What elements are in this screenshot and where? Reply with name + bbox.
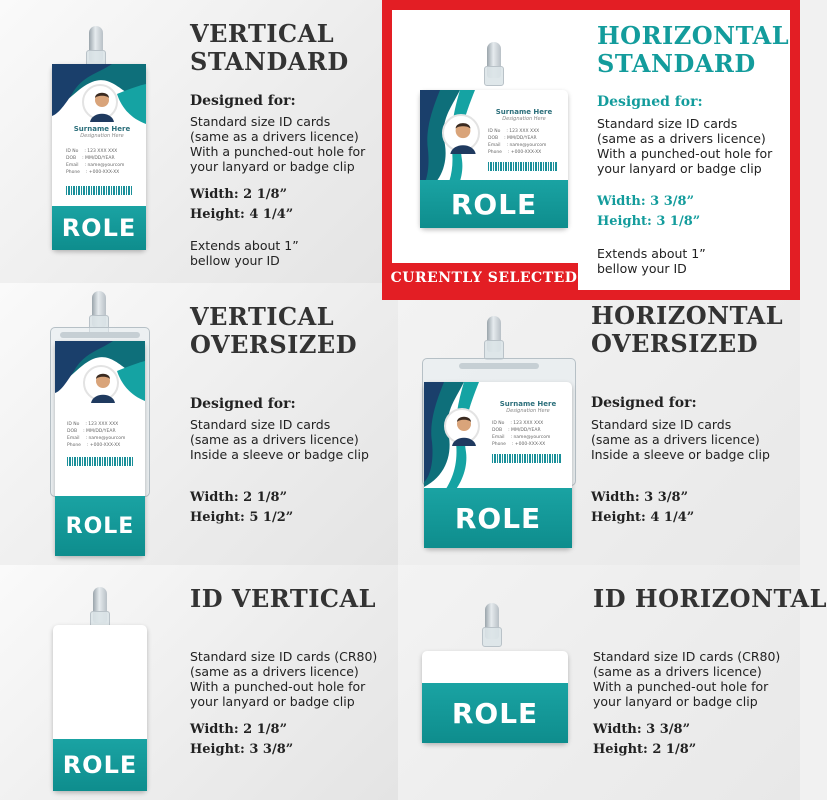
card-fields (492, 420, 550, 448)
field-label: Email (67, 436, 80, 441)
extends-note (597, 246, 706, 276)
field-value: : 123 XXX XXX (84, 149, 118, 154)
title-line: ID HORIZONTAL (593, 584, 827, 613)
desc-line: your lanyard or badge clip (593, 694, 758, 709)
desc-line: (same as a drivers licence) (190, 664, 359, 679)
height-value: Height: 3 1/8” (597, 214, 701, 229)
field-value: : +000-XXX-XX (86, 443, 121, 448)
desc-line: (same as a drivers licence) (591, 432, 760, 447)
option-description (190, 649, 377, 709)
field-value: : MM/DD/YEAR (83, 429, 116, 434)
field-label: DOB (66, 156, 77, 161)
field-value: : +000-XXX-XX (507, 150, 542, 155)
field-value: : 123 XXX XXX (85, 422, 119, 427)
extends-line: bellow your ID (597, 261, 687, 276)
dimensions (597, 192, 700, 232)
role-band: ROLE (55, 496, 145, 556)
dimensions (190, 720, 293, 760)
dimensions (593, 720, 696, 760)
option-horizontal-oversized[interactable] (398, 300, 800, 565)
avatar (442, 114, 480, 152)
field-value: : +000-XXX-XX (511, 442, 546, 447)
desc-line: Standard size ID cards (190, 114, 331, 129)
width-value: Width: 3 3/8” (593, 722, 691, 737)
desc-line: With a punched-out hole for (190, 679, 366, 694)
desc-line: With a punched-out hole for (190, 144, 366, 159)
desc-line: (same as a drivers licence) (190, 129, 359, 144)
card-designation: Designation Here (80, 133, 124, 139)
option-vertical-standard[interactable] (0, 0, 390, 283)
card-designation: Designation Here (502, 116, 546, 122)
desc-line: Standard size ID cards (CR80) (593, 649, 781, 664)
field-value: : name@yourcom (85, 436, 126, 441)
field-label: ID No (66, 149, 79, 154)
role-band: ROLE (52, 206, 146, 250)
desc-line: Standard size ID cards (591, 417, 732, 432)
field-label: Email (66, 163, 79, 168)
badge-clip-icon (484, 42, 504, 86)
field-label: Phone (67, 443, 81, 448)
option-title (591, 302, 783, 358)
field-label: ID No (492, 421, 505, 426)
card-name: Surname Here (73, 125, 131, 133)
option-title (593, 585, 827, 613)
card-fields (66, 148, 124, 176)
option-title (190, 20, 349, 76)
id-card-preview (424, 382, 572, 548)
field-label: Phone (492, 442, 506, 447)
extends-note (190, 238, 299, 268)
option-title (597, 22, 789, 78)
card-fields (488, 128, 546, 156)
extends-line: bellow your ID (190, 253, 280, 268)
barcode (492, 454, 562, 463)
designed-for-label: Designed for: (591, 395, 697, 411)
avatar (82, 84, 118, 120)
width-value: Width: 2 1/8” (190, 722, 288, 737)
width-value: Width: 2 1/8” (190, 490, 288, 505)
option-description (597, 116, 772, 176)
field-label: ID No (488, 129, 501, 134)
id-card-preview (52, 64, 146, 250)
field-value: : MM/DD/YEAR (504, 136, 537, 141)
field-label: Phone (488, 150, 502, 155)
field-label: ID No (67, 422, 80, 427)
designed-for-label: Designed for: (190, 396, 296, 412)
id-card-preview (55, 341, 145, 556)
title-line: VERTICAL (190, 302, 335, 331)
extends-line: Extends about 1” (597, 246, 706, 261)
height-value: Height: 4 1/4” (190, 207, 294, 222)
desc-line: your lanyard or badge clip (190, 159, 355, 174)
role-band: ROLE (53, 739, 147, 791)
field-value: : +000-XXX-XX (85, 170, 120, 175)
role-band: ROLE (424, 488, 572, 548)
field-label: DOB (488, 136, 499, 141)
option-id-horizontal[interactable] (398, 565, 827, 800)
avatar (83, 365, 119, 401)
height-value: Height: 4 1/4” (591, 510, 695, 525)
desc-line: (same as a drivers licence) (597, 131, 766, 146)
option-description (190, 417, 369, 462)
title-line: HORIZONTAL (597, 21, 790, 50)
option-vertical-oversized[interactable] (0, 283, 398, 565)
card-fields (67, 421, 125, 449)
title-line: VERTICAL (190, 19, 335, 48)
desc-line: Standard size ID cards (190, 417, 331, 432)
height-value: Height: 3 3/8” (190, 742, 294, 757)
option-horizontal-standard[interactable] (382, 0, 800, 300)
designed-for-label: Designed for: (597, 94, 703, 110)
option-id-vertical[interactable] (0, 565, 398, 800)
barcode (488, 162, 558, 171)
field-value: : MM/DD/YEAR (508, 428, 541, 433)
desc-line: With a punched-out hole for (597, 146, 773, 161)
option-description (591, 417, 770, 462)
id-card-preview (422, 651, 568, 743)
avatar (444, 408, 480, 444)
height-value: Height: 5 1/2” (190, 510, 294, 525)
dimensions (591, 488, 694, 528)
desc-line: Standard size ID cards (597, 116, 738, 131)
title-line: STANDARD (597, 49, 756, 78)
desc-line: Inside a sleeve or badge clip (591, 447, 770, 462)
dimensions (190, 488, 293, 528)
dimensions (190, 185, 293, 225)
field-label: Phone (66, 170, 80, 175)
field-value: : 123 XXX XXX (506, 129, 540, 134)
desc-line: With a punched-out hole for (593, 679, 769, 694)
field-value: : 123 XXX XXX (510, 421, 544, 426)
extends-line: Extends about 1” (190, 238, 299, 253)
card-name: Surname Here (495, 108, 553, 116)
title-line: STANDARD (190, 47, 349, 76)
title-line: OVERSIZED (190, 330, 358, 359)
desc-line: Standard size ID cards (CR80) (190, 649, 378, 664)
option-title (190, 303, 357, 359)
id-card-preview (420, 90, 568, 228)
desc-line: (same as a drivers licence) (593, 664, 762, 679)
desc-line: Inside a sleeve or badge clip (190, 447, 369, 462)
badge-clip-icon (482, 603, 502, 647)
field-label: DOB (67, 429, 78, 434)
field-value: : MM/DD/YEAR (82, 156, 115, 161)
option-title (190, 585, 376, 613)
option-description (593, 649, 780, 709)
barcode (66, 186, 132, 195)
role-band: ROLE (420, 180, 568, 228)
field-label: Email (492, 435, 505, 440)
width-value: Width: 3 3/8” (591, 490, 689, 505)
badge-clip-icon (484, 316, 504, 360)
card-designation: Designation Here (506, 408, 550, 414)
field-value: : name@yourcom (506, 143, 547, 148)
desc-line: (same as a drivers licence) (190, 432, 359, 447)
title-line: ID VERTICAL (190, 584, 377, 613)
card-info (490, 400, 566, 414)
card-name: Surname Here (499, 400, 557, 408)
width-value: Width: 3 3/8” (597, 194, 695, 209)
option-description (190, 114, 365, 174)
desc-line: your lanyard or badge clip (190, 694, 355, 709)
field-label: DOB (492, 428, 503, 433)
height-value: Height: 2 1/8” (593, 742, 697, 757)
width-value: Width: 2 1/8” (190, 187, 288, 202)
field-value: : name@yourcom (84, 163, 125, 168)
title-line: HORIZONTAL (591, 301, 784, 330)
barcode (67, 457, 133, 466)
title-line: OVERSIZED (591, 329, 759, 358)
desc-line: your lanyard or badge clip (597, 161, 762, 176)
designed-for-label: Designed for: (190, 93, 296, 109)
card-info (62, 126, 142, 140)
id-card-preview (53, 625, 147, 791)
field-value: : name@yourcom (510, 435, 551, 440)
currently-selected-badge: CURENTLY SELECTED (390, 263, 578, 293)
card-info (486, 108, 562, 122)
role-band: ROLE (422, 683, 568, 743)
field-label: Email (488, 143, 501, 148)
